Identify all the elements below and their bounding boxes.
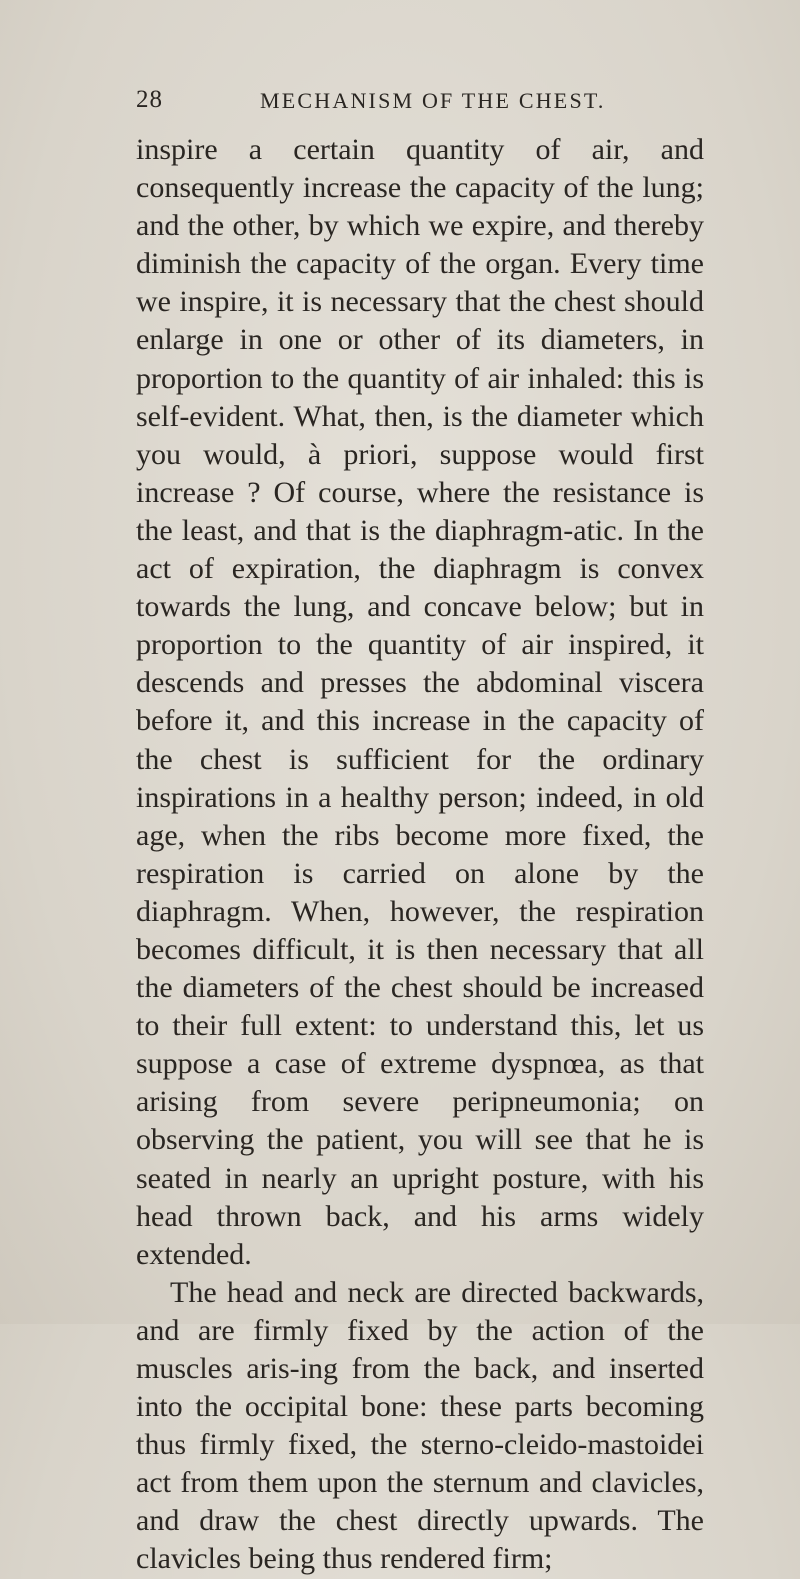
- running-title: MECHANISM OF THE CHEST.: [260, 88, 606, 113]
- body-text: [136, 131, 704, 1579]
- running-head: [136, 86, 720, 116]
- page-number: 28: [136, 86, 163, 113]
- paragraph-2: The head and neck are directed backwards, and are firmly fixed by the action of the muscles aris-ing from the back, and inserted into the occipital bone: these parts becoming thus firmly fixed, the sterno-cleido-mastoidei act from them upon the sternum and clavicles, and draw the chest directly upwards. The clavicles being thus rendered firm;: [136, 1275, 704, 1576]
- paragraph-1: inspire a certain quantity of air, and consequently increase the capacity of the lung; and the other, by which we expire, and thereby diminish the capacity of the organ. Every time we inspire, it is necessary that the chest should enlarge in one or other of its diameters, in proportion to the quantity of air inhaled: this is self-evident. What, then, is the diameter which you would, à priori, suppose would first increase ? Of course, where the resistance is the least, and that is the diaphragm-atic. In the act of expiration, the diaphragm is convex towards the lung, and concave below; but in proportion to the quantity of air inspired, it descends and presses the abdominal viscera before it, and this increase in the capacity of the chest is sufficient for the ordinary inspirations in a healthy person; indeed, in old age, when the ribs become more fixed, the respiration is carried on alone by the diaphragm. When, however, the respiration becomes difficult, it is then necessary that all the diameters of the chest should be increased to their full extent: to understand this, let us suppose a case of extreme dyspnœa, as that arising from severe peripneumonia; on observing the patient, you will see that he is seated in nearly an upright posture, with his head thrown back, and his arms widely extended.: [136, 133, 704, 1271]
